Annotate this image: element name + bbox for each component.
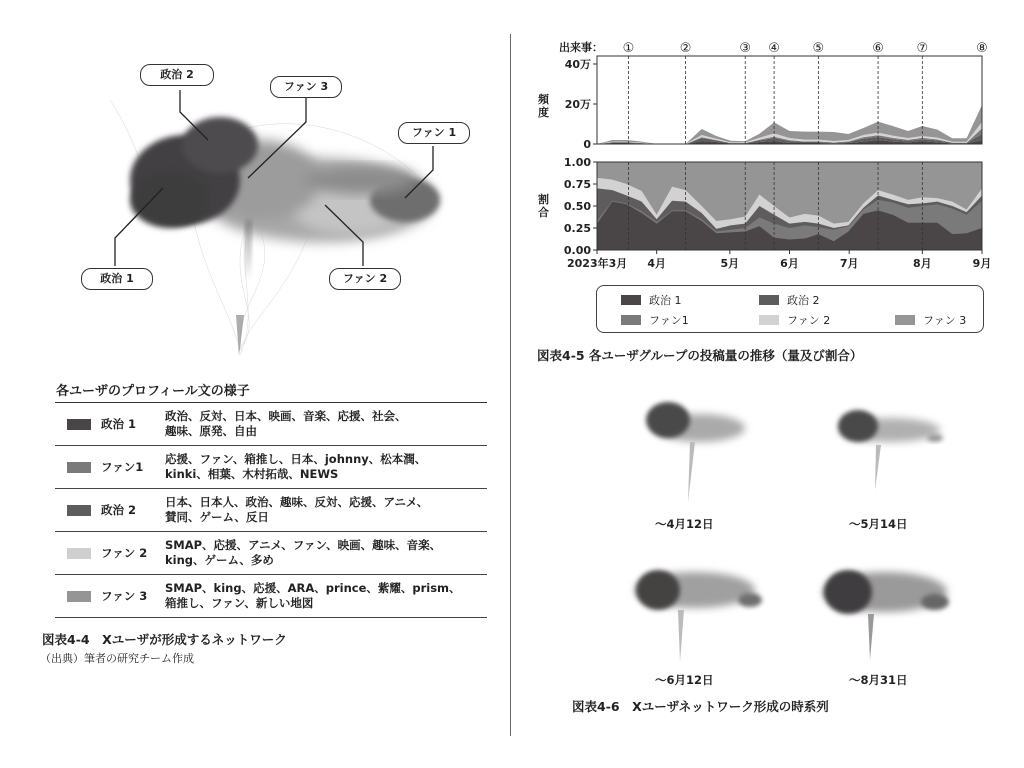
- legend-swatch: [759, 295, 779, 305]
- legend-item-fan1: [621, 312, 689, 328]
- profile-words-line: 趣味、原発、自由: [165, 424, 257, 438]
- profile-row: [55, 403, 487, 446]
- profile-row: [55, 446, 487, 489]
- swatch-seiji2: [67, 505, 91, 516]
- svg-text:割: 割: [538, 193, 549, 206]
- posting-volume-charts: [520, 30, 1010, 280]
- group-label: ファン1: [101, 460, 144, 474]
- legend-item-seiji1: [621, 292, 682, 308]
- profile-words-line: 政治、反対、日本、映画、音楽、応援、社会、: [165, 409, 407, 423]
- svg-text:合: 合: [538, 206, 549, 219]
- svg-text:出来事：: 出来事：: [559, 41, 603, 54]
- svg-text:7月: 7月: [839, 257, 859, 270]
- svg-text:2023年3月: 2023年3月: [567, 257, 628, 270]
- svg-text:4月: 4月: [647, 257, 667, 270]
- legend-item-seiji2: [759, 292, 820, 308]
- profile-table-title: 各ユーザのプロフィール文の様子: [56, 384, 250, 399]
- svg-text:0.25: 0.25: [563, 222, 591, 235]
- svg-text:④: ④: [768, 41, 780, 56]
- swatch-seiji1: [67, 419, 91, 430]
- profile-words-line: king、ゲーム、多め: [165, 553, 274, 567]
- svg-text:0.50: 0.50: [563, 200, 591, 213]
- network-timeseries-thumbnails: [600, 390, 1000, 690]
- profile-words-line: 応援、ファン、箱推し、日本、johnny、松本潤、: [165, 452, 427, 466]
- swatch-fan2: [67, 548, 91, 559]
- svg-text:0: 0: [583, 138, 591, 151]
- group-label: 政治 1: [101, 417, 137, 431]
- svg-text:⑥: ⑥: [872, 41, 884, 56]
- chart-legend: [596, 285, 984, 333]
- figure-4-6-caption: 図表4-6 Xユーザネットワーク形成の時系列: [572, 699, 829, 714]
- svg-text:6月: 6月: [780, 257, 799, 270]
- svg-text:⑧: ⑧: [976, 41, 988, 56]
- figure-4-5-caption: 図表4-5 各ユーザグループの投稿量の推移（量及び割合）: [537, 348, 863, 363]
- callout-fan1: ファン 1: [398, 122, 470, 144]
- network-graph-figure: [60, 50, 490, 360]
- figure-4-4-source: （出典）筆者の研究チーム作成: [40, 652, 194, 665]
- group-label: 政治 2: [101, 503, 137, 517]
- svg-text:①: ①: [622, 41, 635, 56]
- legend-swatch: [621, 295, 641, 305]
- svg-text:9月: 9月: [972, 257, 992, 270]
- profile-table: [55, 402, 487, 618]
- group-label: ファン 3: [101, 589, 148, 603]
- legend-item-fan3: [895, 312, 966, 328]
- swatch-fan1: [67, 462, 91, 473]
- column-divider: [510, 34, 511, 736]
- profile-words-line: 賛同、ゲーム、反日: [165, 510, 269, 524]
- profile-words-line: 箱推し、ファン、新しい地図: [165, 596, 314, 610]
- legend-swatch: [895, 315, 915, 325]
- profile-words: [165, 452, 426, 482]
- legend-label: 政治 1: [649, 294, 682, 307]
- profile-words-line: SMAP、king、応援、ARA、prince、紫耀、prism、: [165, 581, 461, 595]
- profile-row: [55, 532, 487, 575]
- svg-text:0.75: 0.75: [563, 178, 591, 191]
- legend-label: 政治 2: [787, 294, 820, 307]
- thumb-aug31: [823, 570, 949, 660]
- svg-text:度: 度: [538, 106, 549, 119]
- svg-text:⑤: ⑤: [812, 41, 825, 56]
- svg-text:0.00: 0.00: [563, 244, 591, 257]
- callout-seiji1: 政治 1: [81, 268, 153, 290]
- group-label: ファン 2: [101, 546, 148, 560]
- svg-text:8月: 8月: [912, 257, 932, 270]
- profile-words: [165, 538, 441, 568]
- callout-fan2: ファン 2: [329, 268, 401, 290]
- svg-text:③: ③: [739, 41, 752, 56]
- svg-text:⑦: ⑦: [916, 41, 929, 56]
- profile-words: [165, 495, 428, 525]
- callout-seiji2: 政治 2: [140, 64, 214, 86]
- legend-label: ファン 2: [787, 314, 831, 327]
- svg-text:5月: 5月: [720, 257, 740, 270]
- figure-4-4-caption: 図表4-4 Xユーザが形成するネットワーク: [42, 632, 287, 647]
- profile-words-line: 日本、日本人、政治、趣味、反対、応援、アニメ、: [165, 495, 429, 509]
- legend-swatch: [759, 315, 779, 325]
- legend-item-fan2: [759, 312, 830, 328]
- legend-swatch: [621, 315, 641, 325]
- thumb-apr12: [646, 402, 745, 502]
- profile-words: [165, 581, 461, 611]
- svg-text:20万: 20万: [564, 98, 591, 111]
- svg-text:頻: 頻: [538, 93, 549, 106]
- profile-words: [165, 409, 407, 439]
- thumb-label-may14: 〜5月14日: [849, 517, 908, 531]
- share-area-chart: [597, 162, 982, 250]
- legend-label: ファン1: [649, 314, 689, 327]
- thumb-may14: [838, 410, 943, 490]
- thumb-label-aug31: 〜8月31日: [849, 673, 908, 687]
- legend-label: ファン 3: [923, 314, 967, 327]
- profile-row: [55, 489, 487, 532]
- svg-text:②: ②: [679, 41, 692, 56]
- frequency-area-chart: [597, 105, 982, 144]
- profile-words-line: kinki、相葉、木村拓哉、NEWS: [165, 467, 339, 481]
- profile-row: [55, 575, 487, 618]
- thumb-jun12: [635, 570, 762, 662]
- thumb-label-apr12: 〜4月12日: [655, 517, 714, 531]
- swatch-fan3: [67, 591, 91, 602]
- callout-fan3: ファン 3: [270, 76, 342, 98]
- svg-text:40万: 40万: [564, 58, 591, 71]
- thumb-label-jun12: 〜6月12日: [655, 673, 714, 687]
- profile-words-line: SMAP、応援、アニメ、ファン、映画、趣味、音楽、: [165, 538, 442, 552]
- svg-text:1.00: 1.00: [563, 156, 591, 169]
